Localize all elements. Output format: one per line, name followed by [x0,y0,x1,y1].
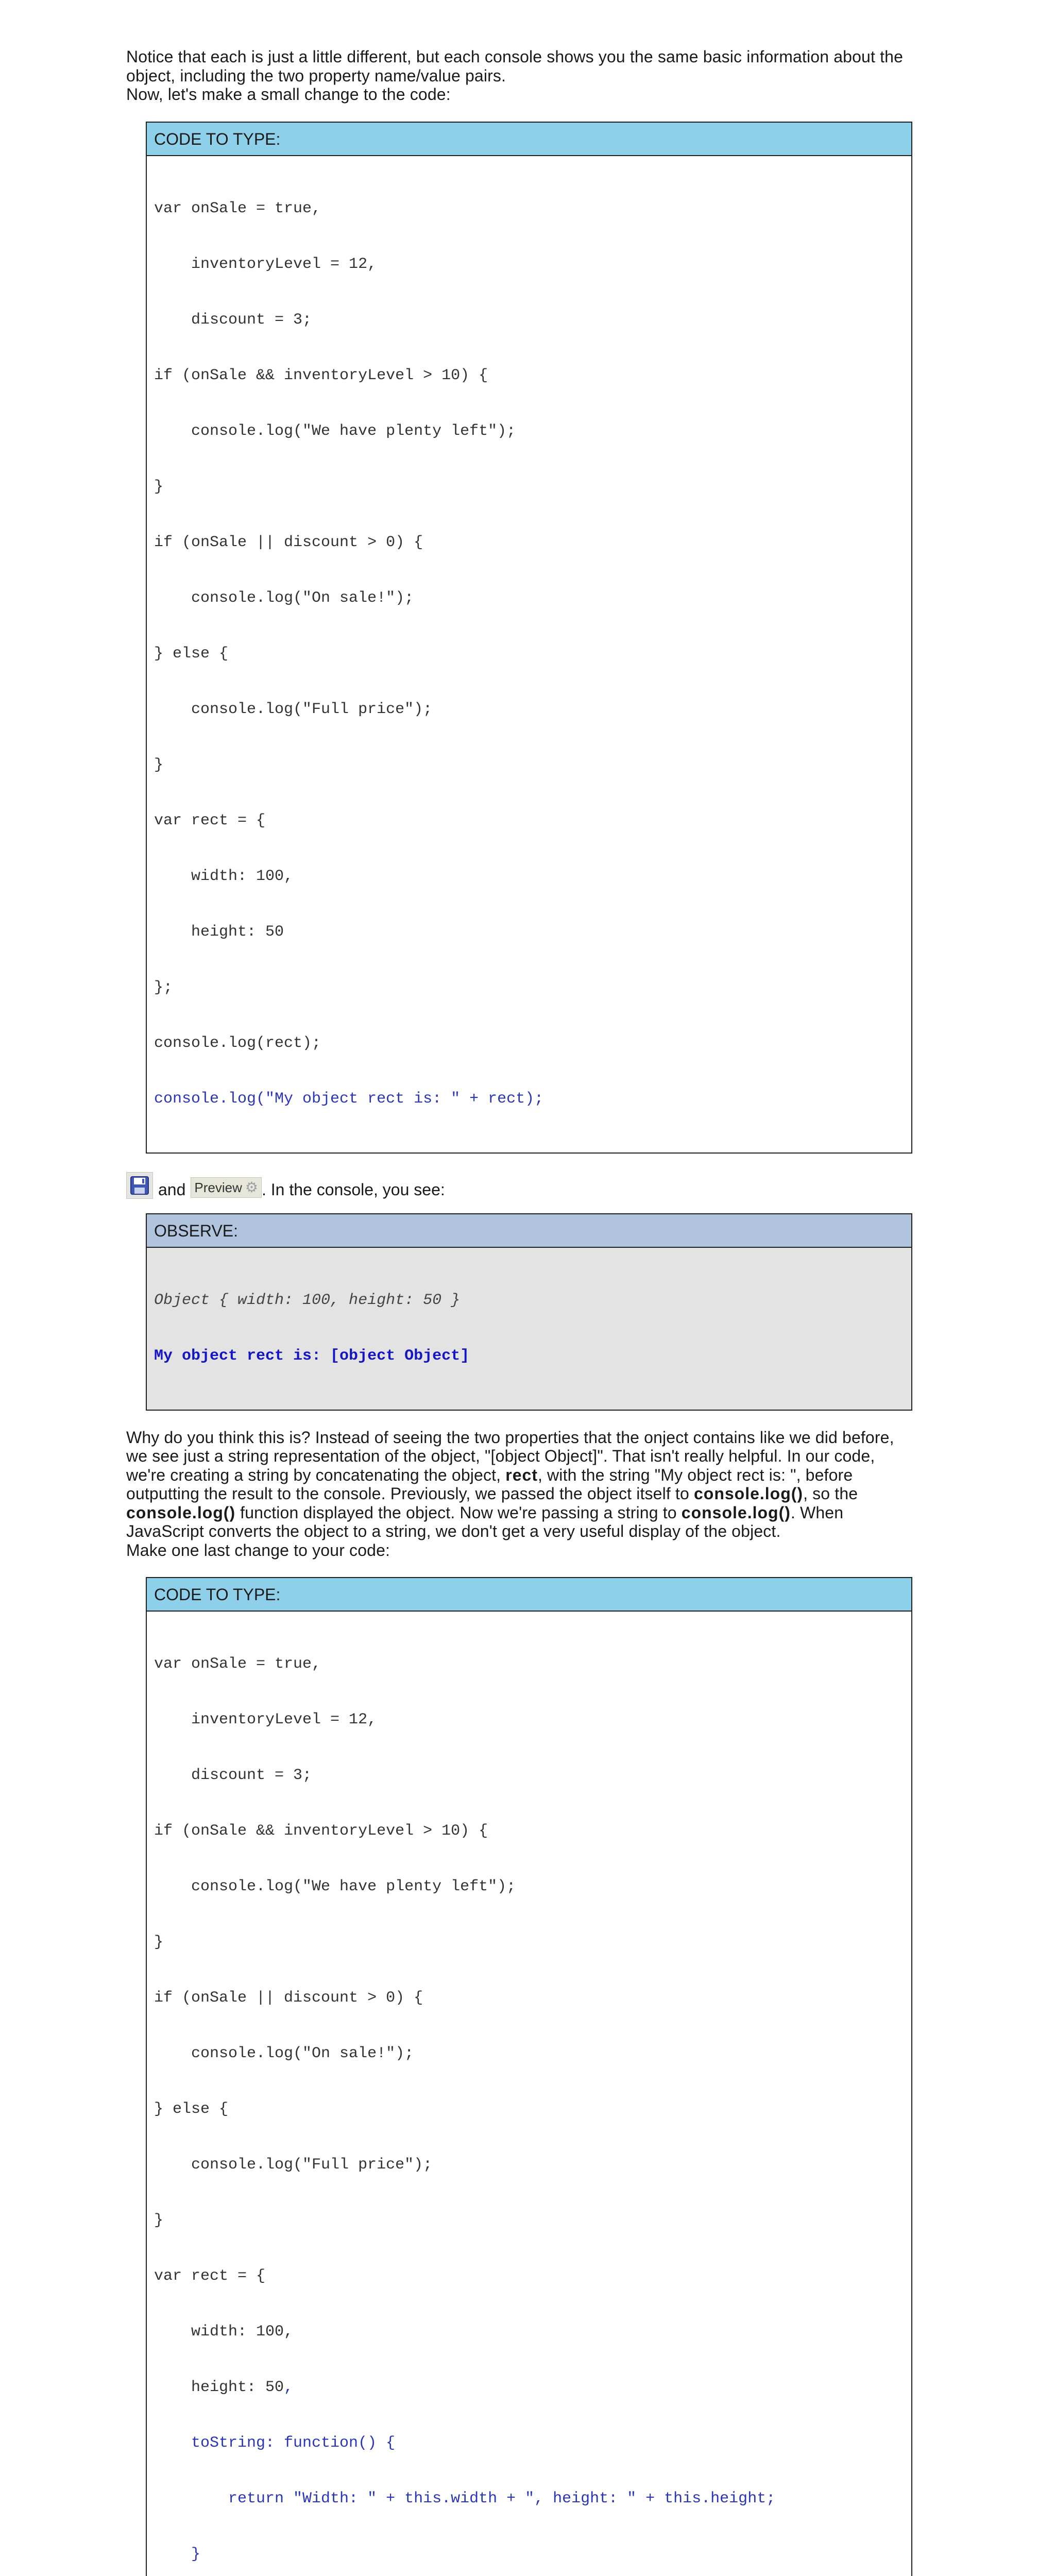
code-line: }; [154,978,173,996]
code-line: } [154,1934,164,1951]
code-line: } [154,478,164,496]
code-line: if (onSale && inventoryLevel > 10) { [154,1822,488,1840]
code-line: var onSale = true, [154,199,321,217]
code-line: console.log("On sale!"); [154,2045,414,2062]
save-icon [129,1175,150,1196]
preview-button[interactable] [191,1177,262,1198]
console-intro-text: . In the console, you see: [261,1180,445,1199]
code-line-highlight: } [154,2546,201,2563]
explanation-text: , with the string "My object rect is: ", before outputting the result to the console. Previously, we passed the object itself to [126,1465,853,1503]
code-line: inventoryLevel = 12, [154,1711,377,1728]
save-preview-row [126,1172,914,1199]
code-line-highlight: console.log("My object rect is: " + rect); [154,1090,544,1108]
code-line: } [154,2212,164,2229]
code-text: height: 50 [154,2379,284,2396]
code-line-highlight: toString: function() { [154,2434,396,2452]
code-line: width: 100, [154,867,294,885]
code-line: discount = 3; [154,1767,312,1784]
code-line: console.log("Full price"); [154,2156,433,2174]
gear-icon: ⚙ [245,1179,258,1195]
code-line: discount = 3; [154,311,312,329]
intro-paragraph: Notice that each is just a little different, but each console shows you the same basic information about the object, including the two property name/value pairs. [126,47,904,85]
explanation-text: , so the [803,1484,858,1503]
code-line: inventoryLevel = 12, [154,255,377,273]
observe-box [146,1213,912,1411]
explanation-text: function displayed the object. Now we're passing a string to [235,1503,682,1522]
code-line: if (onSale || discount > 0) { [154,1989,423,2007]
code-line: console.log("We have plenty left"); [154,1878,516,1895]
observe-line: Object { width: 100, height: 50 } [154,1291,461,1309]
code-line: var rect = { [154,811,266,829]
code-box-2 [146,1577,912,2576]
code-box-1-body [147,156,911,1153]
observe-line-bold: My object rect is: [object Object] [154,1347,470,1365]
code-line: var onSale = true, [154,1655,321,1673]
inline-code: console.log() [693,1484,804,1503]
observe-box-body [147,1248,911,1410]
intro-instruction: Now, let's make a small change to the code: [126,85,451,104]
code-line-highlight: return "Width: " + this.width + ", height: " + this.height; [154,2490,776,2507]
inline-code: console.log() [681,1503,791,1522]
code-line: console.log(rect); [154,1034,321,1052]
explanation-paragraph [126,1428,914,1541]
explanation-text: . When JavaScript converts the object to a string, we don't get a very useful display of the object. [126,1503,844,1540]
inline-code: console.log() [126,1503,236,1522]
code-line: if (onSale && inventoryLevel > 10) { [154,366,488,384]
code-line [154,2378,904,2397]
code-line: if (onSale || discount > 0) { [154,533,423,551]
code-line: width: 100, [154,2323,294,2341]
document-page [126,47,914,2576]
code-box-2-header: CODE TO TYPE: [147,1578,911,1612]
last-change-instruction: Make one last change to your code: [126,1540,390,1560]
inline-code: rect [505,1465,538,1484]
code-line: var rect = { [154,2267,266,2285]
code-box-2-body [147,1612,911,2576]
and-text: and [158,1180,186,1199]
code-line: console.log("Full price"); [154,700,433,718]
observe-box-header: OBSERVE: [147,1214,911,1248]
code-line: console.log("We have plenty left"); [154,422,516,440]
code-box-1 [146,122,912,1154]
explanation-text: Why do you think this is? Instead of seeing the two properties that the onject contains like we did before, we see just a string representation of the object, "[object Object]". That isn't really helpful. In our code, we're creating a string by concatenating the object, [126,1428,894,1484]
code-box-1-header: CODE TO TYPE: [147,123,911,156]
code-line: } else { [154,2100,229,2118]
code-line: } [154,756,164,774]
save-button[interactable] [126,1172,153,1199]
code-line: height: 50 [154,923,284,941]
code-line: console.log("On sale!"); [154,589,414,607]
code-text-highlight: , [284,2379,294,2396]
preview-label: Preview [194,1179,242,1195]
code-line: } else { [154,645,229,663]
